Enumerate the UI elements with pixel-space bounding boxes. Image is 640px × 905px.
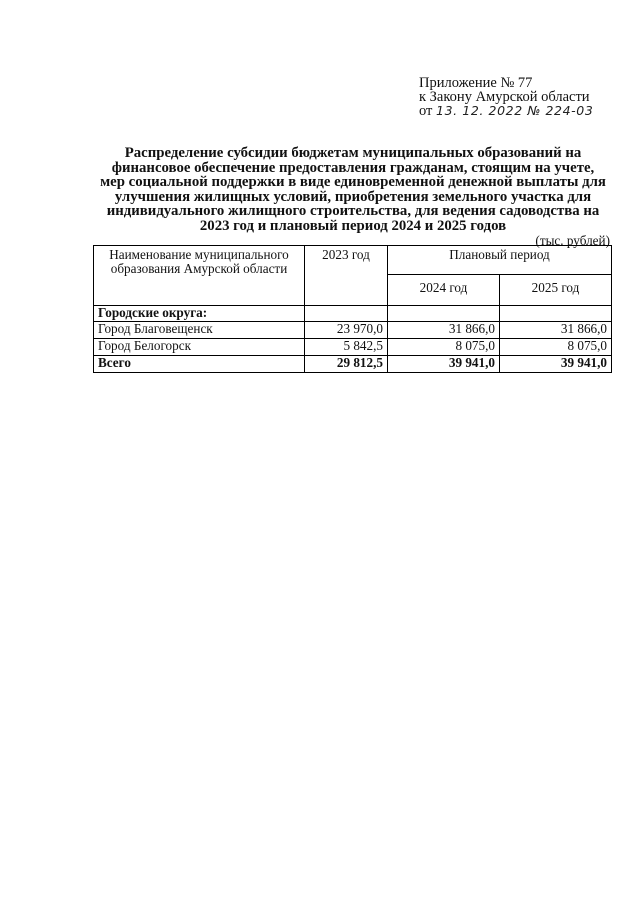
- section-title: Городские округа:: [94, 306, 305, 322]
- empty-cell: [305, 306, 388, 322]
- table-total-row: [94, 356, 612, 373]
- header-year-2025: 2025 год: [500, 275, 612, 306]
- table-row: [94, 322, 612, 339]
- units-note: (тыс. рублей): [535, 233, 610, 248]
- header-name-line: Наименование муниципального: [109, 247, 289, 262]
- header-year-2023: 2023 год: [305, 246, 388, 306]
- header-name-line: образования Амурской области: [110, 261, 288, 276]
- document-title: [93, 146, 613, 234]
- title-line: индивидуального жилищного строительства, для ведения садоводства на: [106, 203, 600, 220]
- empty-cell: [388, 306, 500, 322]
- appendix-reference: [419, 76, 629, 118]
- appendix-date-prefix: от: [419, 103, 433, 119]
- municipality-name: Город Белогорск: [94, 339, 305, 356]
- value-2025: 8 075,0: [500, 339, 612, 356]
- municipality-name: Город Благовещенск: [94, 322, 305, 339]
- header-planned-period: Плановый период: [388, 246, 612, 275]
- title-line: 2023 год и плановый период 2024 и 2025 годов: [199, 217, 507, 234]
- total-2023: 29 812,5: [305, 356, 388, 373]
- table-section-row: [94, 306, 612, 322]
- title-line: финансовое обеспечение предоставления гражданам, стоящим на учете,: [111, 159, 595, 176]
- appendix-law: к Закону Амурской области: [419, 89, 590, 105]
- total-label: Всего: [94, 356, 305, 373]
- appendix-date-line: [419, 104, 629, 118]
- value-2024: 31 866,0: [388, 322, 500, 339]
- empty-cell: [500, 306, 612, 322]
- table-row: [94, 339, 612, 356]
- value-2023: 5 842,5: [305, 339, 388, 356]
- title-line: мер социальной поддержки в виде единовременной денежной выплаты для: [100, 174, 606, 191]
- appendix-number: Приложение № 77: [419, 75, 533, 91]
- total-2025: 39 941,0: [500, 356, 612, 373]
- total-2024: 39 941,0: [388, 356, 500, 373]
- title-line: улучшения жилищных условий, приобретения земельного участка для: [114, 188, 592, 205]
- value-2025: 31 866,0: [500, 322, 612, 339]
- header-year-2024: 2024 год: [388, 275, 500, 306]
- header-municipality-name: [94, 246, 305, 306]
- table-header-row: [94, 246, 612, 275]
- title-line: Распределение субсидии бюджетам муниципальных образований на: [124, 145, 582, 161]
- value-2024: 8 075,0: [388, 339, 500, 356]
- value-2023: 23 970,0: [305, 322, 388, 339]
- subsidy-table: [93, 245, 612, 373]
- handwritten-date-number: 13. 12. 2022 № 224-03: [436, 103, 594, 118]
